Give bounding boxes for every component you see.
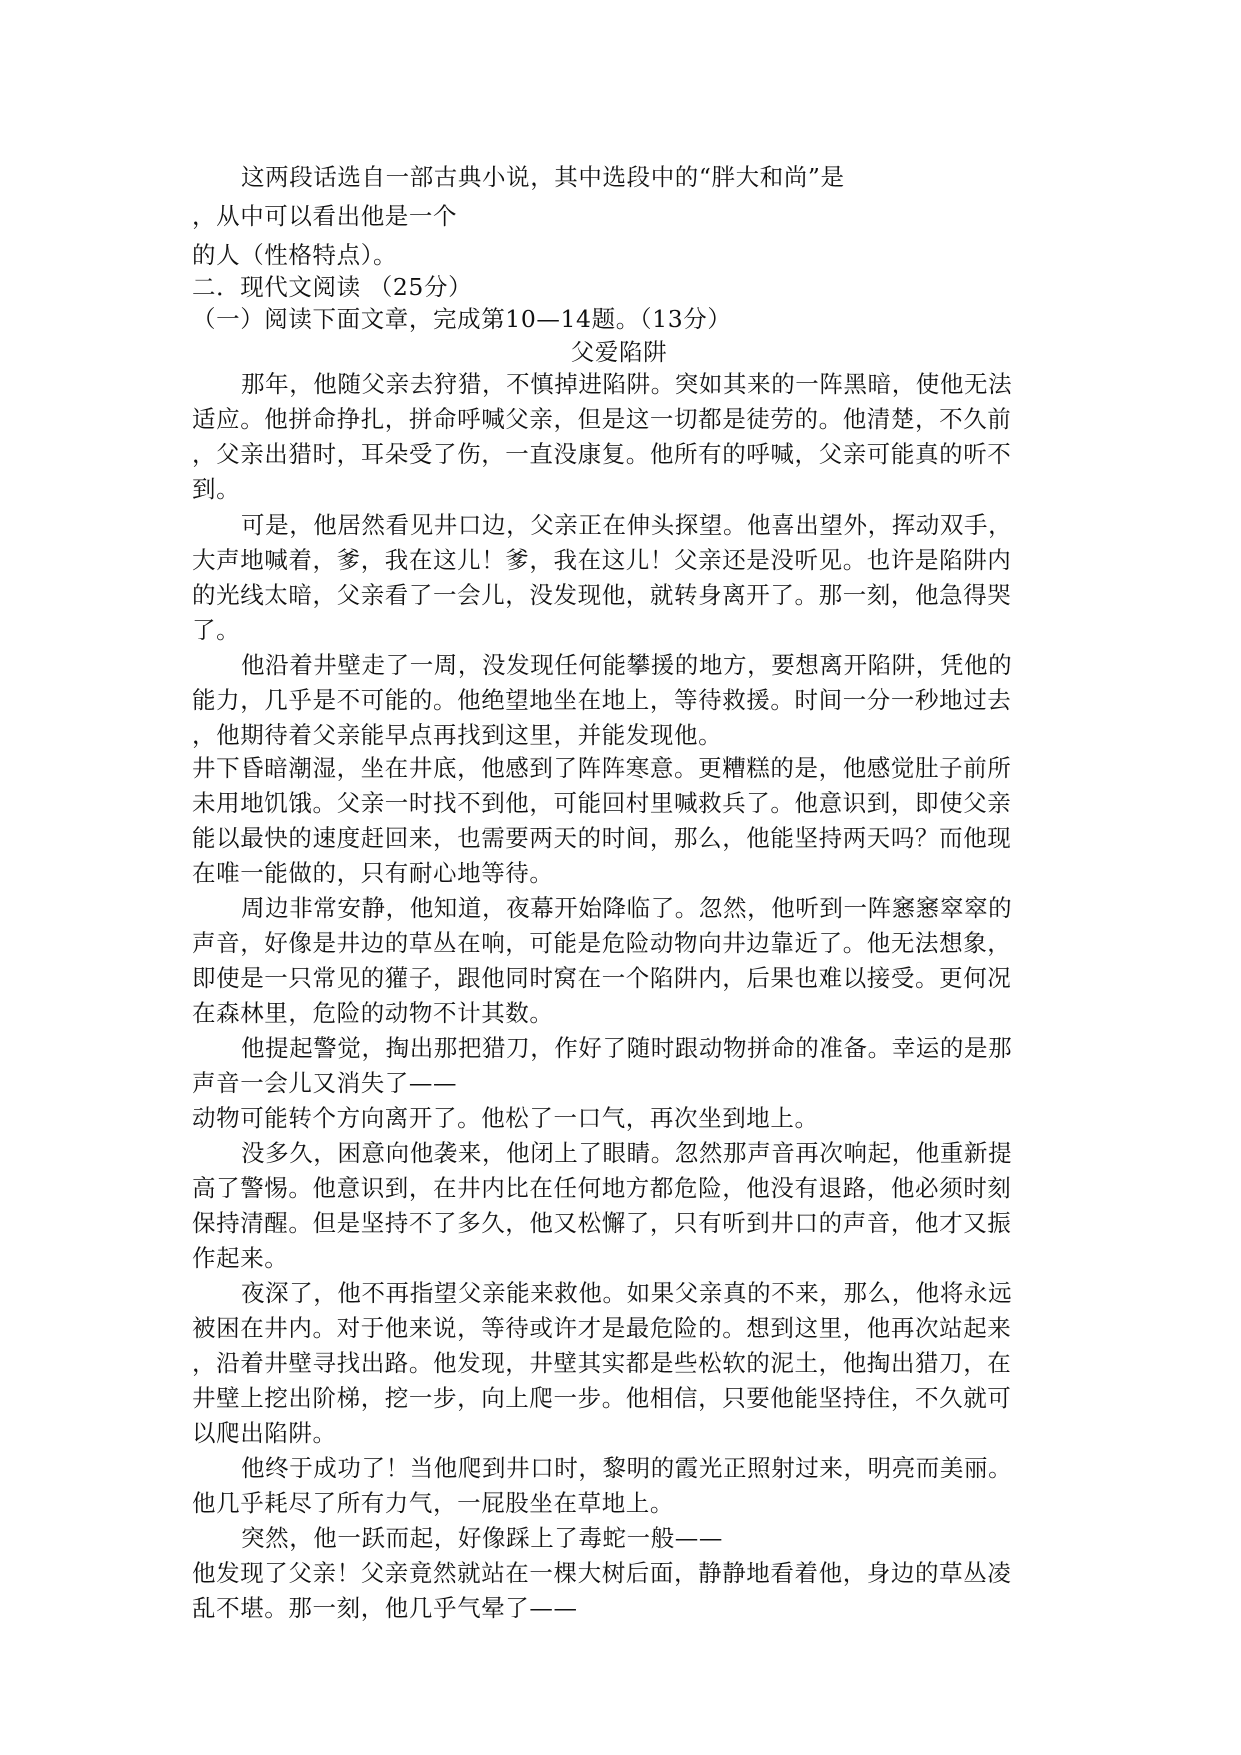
article-line: 即使是一只常见的獾子，跟他同时窝在一个陷阱内，后果也难以接受。更何况 [192, 964, 1012, 992]
article-line: ，沿着井壁寻找出路。他发现，井壁其实都是些松软的泥土，他掏出猎刀，在 [192, 1349, 1012, 1377]
intro-line-2: ，从中可以看出他是一个 [192, 202, 458, 230]
article-line: 作起来。 [192, 1244, 289, 1272]
article-line: 井下昏暗潮湿，坐在井底，他感到了阵阵寒意。更糟糕的是，他感觉肚子前所 [192, 754, 1012, 782]
article-line: 能以最快的速度赶回来，也需要两天的时间，那么，他能坚持两天吗？而他现 [192, 824, 1012, 852]
article-line: 夜深了，他不再指望父亲能来救他。如果父亲真的不来，那么，他将永远 [241, 1279, 1013, 1307]
article-line: 动物可能转个方向离开了。他松了一口气，再次坐到地上。 [192, 1104, 819, 1132]
article-line: 他终于成功了！当他爬到井口时，黎明的霞光正照射过来，明亮而美丽。 [241, 1454, 1013, 1482]
article-line: ，父亲出猎时，耳朵受了伤，一直没康复。他所有的呼喊，父亲可能真的听不 [192, 440, 1012, 468]
article-line: 周边非常安静，他知道，夜幕开始降临了。忽然，他听到一阵窸窸窣窣的 [241, 894, 1013, 922]
article-line: 被困在井内。对于他来说，等待或许才是最危险的。想到这里，他再次站起来 [192, 1314, 1012, 1342]
article-line: 井壁上挖出阶梯，挖一步，向上爬一步。他相信，只要他能坚持住，不久就可 [192, 1384, 1012, 1412]
article-line: 适应。他拼命挣扎，拼命呼喊父亲，但是这一切都是徒劳的。他清楚，不久前 [192, 405, 1012, 433]
article-line: 可是，他居然看见井口边，父亲正在伸头探望。他喜出望外，挥动双手， [241, 511, 1013, 539]
article-line: 他几乎耗尽了所有力气，一屁股坐在草地上。 [192, 1489, 674, 1517]
article-line: ，他期待着父亲能早点再找到这里，并能发现他。 [192, 721, 723, 749]
section-subheading: （一）阅读下面文章，完成第10—14题。（13分） [192, 305, 732, 333]
article-title: 父爱陷阱 [570, 338, 668, 366]
article-line: 突然，他一跃而起，好像踩上了毒蛇一般—— [241, 1524, 723, 1552]
article-line: 他沿着井壁走了一周，没发现任何能攀援的地方，要想离开陷阱，凭他的 [241, 651, 1013, 679]
article-line: 到。 [192, 475, 241, 503]
article-line: 大声地喊着，爹，我在这儿！爹，我在这儿！父亲还是没听见。也许是陷阱内 [192, 546, 1012, 574]
intro-line-1: 这两段话选自一部古典小说，其中选段中的“胖大和尚”是 [241, 163, 845, 191]
article-line: 以爬出陷阱。 [192, 1419, 337, 1447]
article-line: 未用地饥饿。父亲一时找不到他，可能回村里喊救兵了。他意识到，即使父亲 [192, 789, 1012, 817]
article-line: 没多久，困意向他袭来，他闭上了眼睛。忽然那声音再次响起，他重新提 [241, 1139, 1013, 1167]
article-line: 声音，好像是井边的草丛在响，可能是危险动物向井边靠近了。他无法想象， [192, 929, 1012, 957]
section-heading: 二．现代文阅读 （25分） [192, 273, 473, 301]
article-line: 能力，几乎是不可能的。他绝望地坐在地上，等待救援。时间一分一秒地过去 [192, 686, 1012, 714]
intro-line-3: 的人（性格特点）。 [192, 241, 398, 269]
article-line: 他发现了父亲！父亲竟然就站在一棵大树后面，静静地看着他，身边的草丛凌 [192, 1559, 1012, 1587]
article-line: 在森林里，危险的动物不计其数。 [192, 999, 554, 1027]
article-line: 他提起警觉，掏出那把猎刀，作好了随时跟动物拼命的准备。幸运的是那 [241, 1034, 1013, 1062]
article-line: 的光线太暗，父亲看了一会儿，没发现他，就转身离开了。那一刻，他急得哭 [192, 581, 1012, 609]
article-line: 声音一会儿又消失了—— [192, 1069, 458, 1097]
article-line: 了。 [192, 616, 241, 644]
article-line: 高了警惕。他意识到，在井内比在任何地方都危险，他没有退路，他必须时刻 [192, 1174, 1012, 1202]
article-line: 乱不堪。那一刻，他几乎气晕了—— [192, 1594, 578, 1622]
article-line: 保持清醒。但是坚持不了多久，他又松懈了，只有听到井口的声音，他才又振 [192, 1209, 1012, 1237]
article-line: 那年，他随父亲去狩猎，不慎掉进陷阱。突如其来的一阵黑暗，使他无法 [241, 370, 1013, 398]
article-line: 在唯一能做的，只有耐心地等待。 [192, 859, 554, 887]
